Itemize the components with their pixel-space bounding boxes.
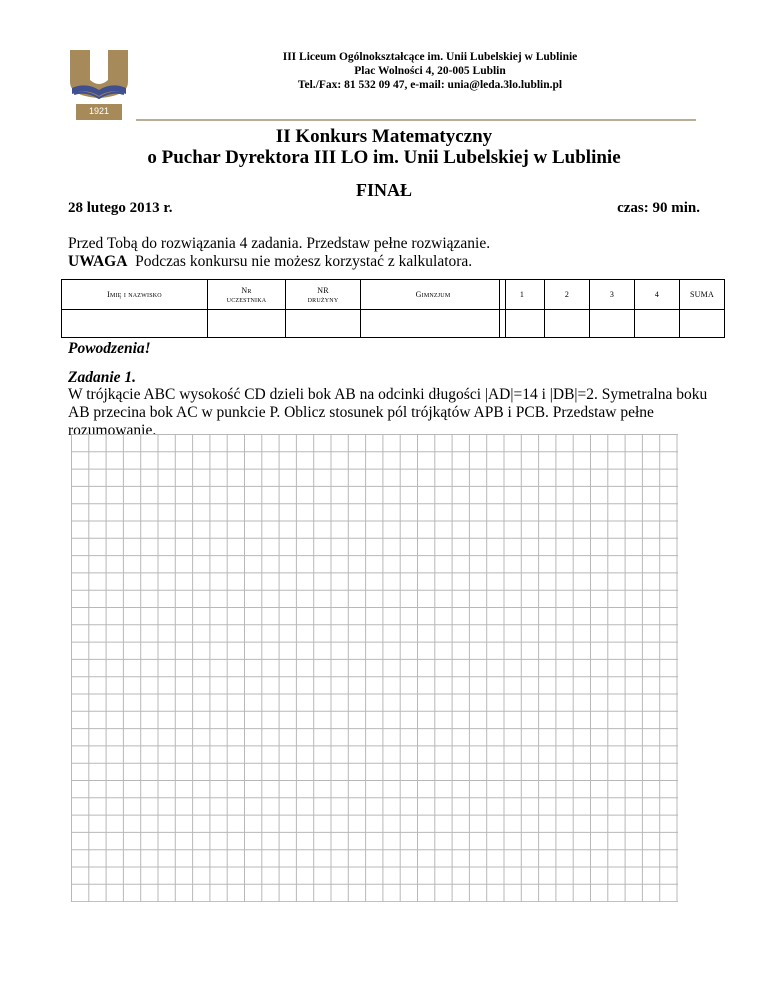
school-header [230, 50, 630, 92]
score-field-4[interactable] [635, 310, 680, 338]
task-text: W trójkącie ABC wysokość CD dzieli bok AB na odcinki długości |AD|=14 i |DB|=2. Symetralna boku AB przecina bok AC w punkcie P. Oblicz stosunek pól trójkątów APB i PCB. Przedstaw pełne rozumowanie. [68, 386, 708, 439]
contest-date: 28 lutego 2013 r. [68, 200, 173, 216]
team-number-field[interactable] [286, 310, 361, 338]
contest-subtitle: o Puchar Dyrektora III LO im. Unii Lubelskiej w Lublinie [147, 147, 621, 168]
col-team-number-header: NR drużyny [286, 280, 361, 310]
student-info-table [61, 279, 506, 338]
school-name: III Liceum Ogólnokształcące im. Unii Lubelskiej w Lublinie [282, 51, 578, 63]
header-divider [136, 119, 696, 121]
col-participant-number-header: Nr uczestnika [208, 280, 286, 310]
time-limit: czas: 90 min. [617, 200, 700, 216]
score-col-2: 2 [545, 280, 590, 310]
school-logo [68, 44, 130, 122]
name-field[interactable] [62, 310, 208, 338]
score-table [499, 279, 725, 338]
score-col-4: 4 [635, 280, 680, 310]
instructions [68, 235, 490, 271]
score-field-3[interactable] [590, 310, 635, 338]
stage-label: FINAŁ [355, 180, 412, 200]
score-field-1[interactable] [500, 310, 545, 338]
score-field-2[interactable] [545, 310, 590, 338]
warning-text: Podczas konkursu nie możesz korzystać z kalkulatora. [127, 253, 473, 270]
task-title: Zadanie 1. [68, 369, 137, 386]
good-luck-text: Powodzenia! [68, 340, 151, 357]
warning-label: UWAGA [68, 253, 128, 270]
warning-line [68, 253, 490, 271]
participant-number-field[interactable] [208, 310, 286, 338]
instructions-line: Przed Tobą do rozwiązania 4 zadania. Przedstaw pełne rozwiązanie. [68, 235, 491, 252]
score-col-3: 3 [590, 280, 635, 310]
score-col-1: 1 [500, 280, 545, 310]
school-field[interactable] [361, 310, 506, 338]
school-address: Plac Wolności 4, 20-005 Lublin [354, 65, 506, 77]
answer-grid[interactable] [71, 434, 678, 902]
col-school-header: Gimnzjum [361, 280, 506, 310]
score-col-sum: SUMA [680, 280, 725, 310]
score-field-sum[interactable] [680, 310, 725, 338]
school-contact: Tel./Fax: 81 532 09 47, e-mail: unia@leda.3lo.lublin.pl [297, 79, 563, 91]
logo-year: 1921 [88, 106, 110, 116]
contest-title: II Konkurs Matematyczny [275, 126, 493, 147]
col-name-header: Imię i nazwisko [62, 280, 208, 310]
